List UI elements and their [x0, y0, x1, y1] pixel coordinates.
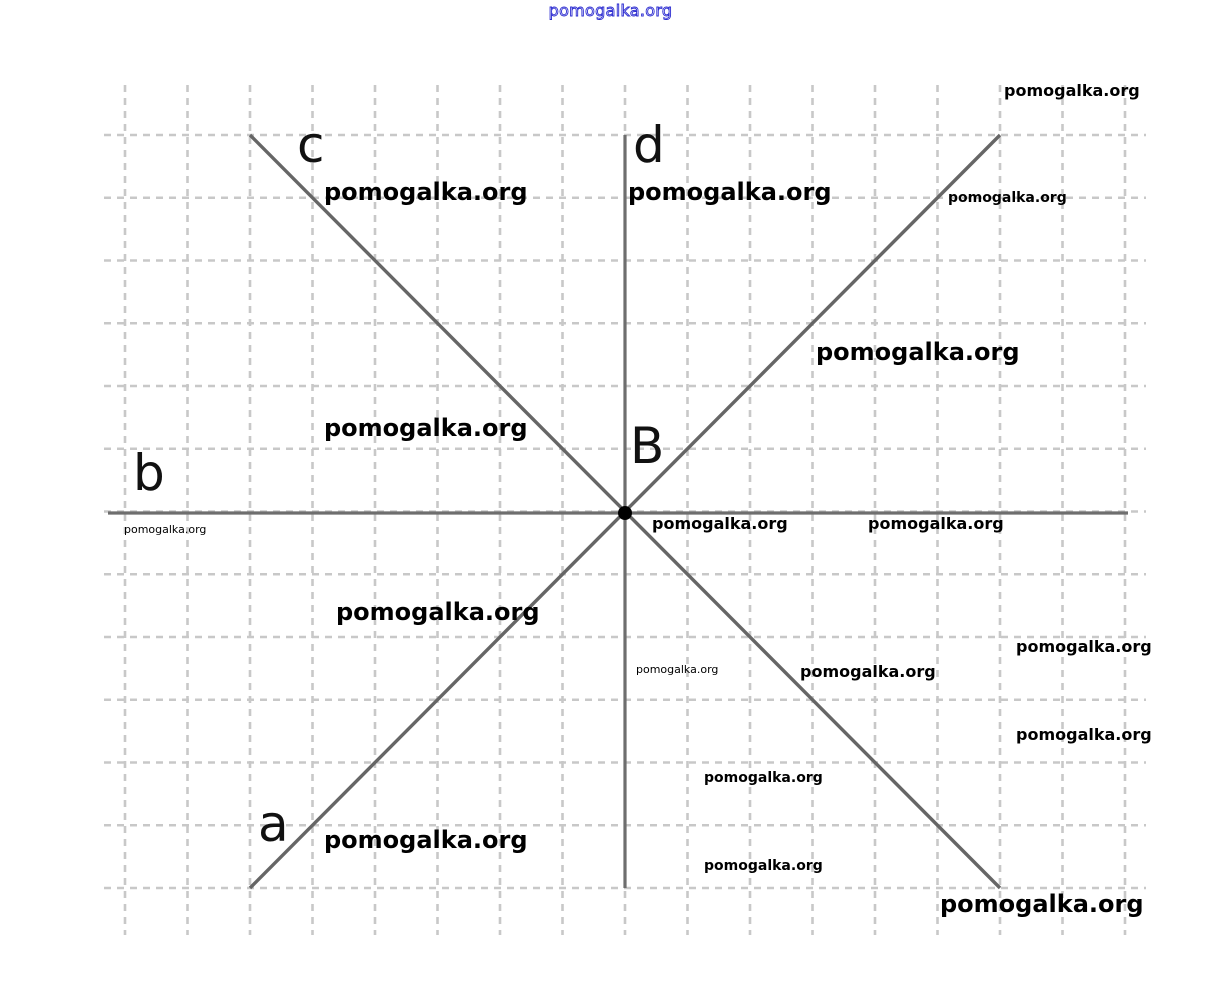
watermark-text: pomogalka.org: [816, 338, 1020, 366]
watermark-text: pomogalka.org: [868, 514, 1004, 533]
line-b-label: b: [133, 444, 165, 502]
watermark-text: pomogalka.org: [1004, 81, 1140, 100]
watermark-text: pomogalka.org: [124, 523, 207, 536]
watermark-text: pomogalka.org: [800, 662, 936, 681]
point-B-dot: [618, 506, 632, 520]
watermark-text: pomogalka.org: [324, 414, 528, 442]
point-B-label: B: [630, 417, 665, 475]
watermark-text: pomogalka.org: [940, 890, 1144, 918]
watermark-text: pomogalka.org: [636, 663, 719, 676]
watermark-text: pomogalka.org: [324, 178, 528, 206]
watermark-text: pomogalka.org: [628, 178, 832, 206]
watermark-text: pomogalka.org: [704, 858, 823, 874]
watermark-text: pomogalka.org: [324, 826, 528, 854]
line-d-label: d: [633, 116, 665, 174]
watermark-text: pomogalka.org: [704, 770, 823, 786]
watermark-text: pomogalka.org: [948, 190, 1067, 206]
watermark-text: pomogalka.org: [652, 514, 788, 533]
line-c-label: c: [297, 116, 325, 174]
watermark-text: pomogalka.org: [1016, 637, 1152, 656]
line-a-label: a: [258, 795, 289, 853]
watermark-text: pomogalka.org: [336, 598, 540, 626]
header-site-link[interactable]: pomogalka.org: [548, 1, 673, 20]
watermark-text: pomogalka.org: [1016, 725, 1152, 744]
